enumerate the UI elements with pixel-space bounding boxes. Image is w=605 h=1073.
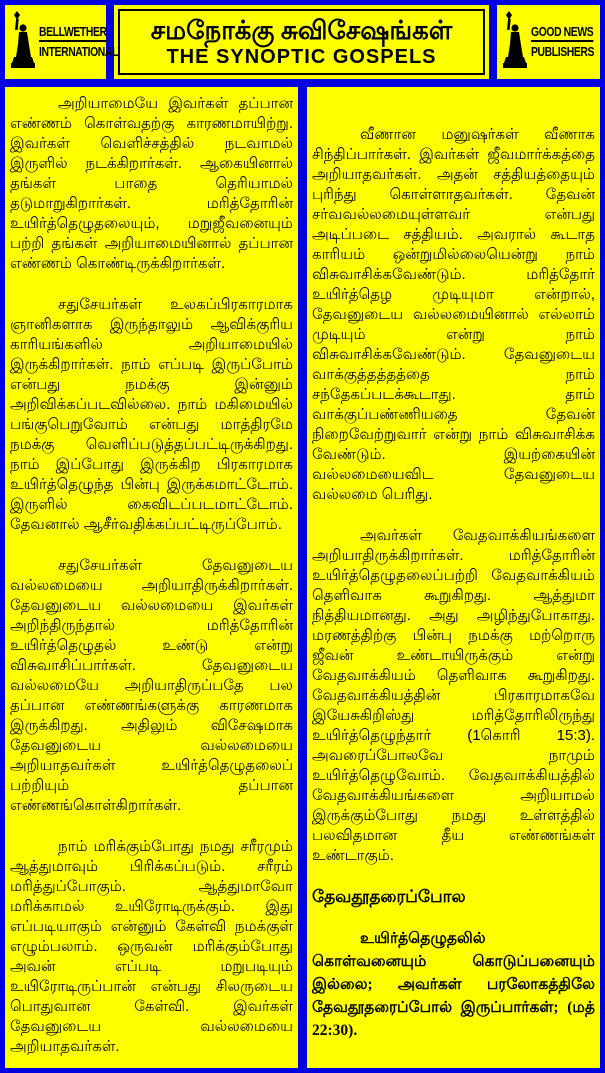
- right-column: [307, 87, 600, 1068]
- title-box: [114, 5, 489, 79]
- paragraph: அறியாமையே இவர்கள் தப்பான எண்ணம் கொள்வதற்கு காரணமாயிற்று. இவர்கள் வெளிச்சத்தில் நடவாமல் இருளில் நடக்கிறார்கள். ஆகையினால் தங்கள் பாதை தெரியாமல் தடுமாறுகிறார்கள். மரித்தோரின் உயிர்த்தெழுதலையும், மறுஜீவனையும் பற்றி தங்கள் அறியாமையினால் தப்பான எண்ணம் கொண்டிருக்கிறார்கள்.: [10, 95, 293, 272]
- page-title-english: THE SYNOPTIC GOSPELS: [166, 46, 437, 69]
- left-column: [5, 87, 298, 1068]
- title-frame: [118, 9, 485, 75]
- page-title-tamil: சமநோக்கு சுவிசேஷங்கள்: [150, 15, 453, 45]
- scripture-quote: உயிர்த்தெழுதலில் கொள்வனையும் கொடுப்பனையும் இல்லை; அவர்கள் பரலோகத்திலே தேவதூதரைப்போல் இருப்பார்கள்; (மத் 22:30).: [312, 930, 595, 1039]
- statue-of-liberty-icon: [10, 11, 36, 74]
- logo-line1: GOOD NEWS: [531, 24, 593, 42]
- good-news-publishers-logo: [497, 5, 600, 79]
- header: [5, 5, 600, 79]
- paragraph: அவர்கள் வேதவாக்கியங்களை அறியாதிருக்கிறார்கள். மரித்தோரின் உயிர்த்தெழுதலைப்பற்றி வேதவாக்கியம் தெளிவாக கூறுகிறது. ஆத்துமா நித்தியமானது. அது அழிந்துபோகாது. மரணத்திற்கு பின்பு நமக்கு மற்றொரு ஜீவன் உண்டாயிருக்கும் என்று வேதவாக்கியம் தெளிவாக கூறுகிறது. வேதவாக்கியத்தின் பிரகாரமாகவே இயேசுகிறிஸ்து மரித்தோரிலிருந்து உயிர்த்தெழுந்தார் (1கொரி 15:3). அவரைப்போலவே நாமும் உயிர்த்தெழுவோம். வேதவாக்கியத்தில் வேதவாக்கியங்களை அறியாமல் இருக்கும்போது நமது உள்ளத்தில் பலவிதமான தீய எண்ணங்கள் உண்டாகும்.: [312, 527, 595, 864]
- logo-line1: BELLWETHER: [39, 24, 107, 42]
- bellwether-logo: [5, 5, 118, 79]
- paragraph: சதுசேயர்கள் உலகப்பிரகாரமாக ஞானிகளாக இருந்தாலும் ஆவிக்குரிய காரியங்களில் அறியாமையில் இருக்கிறார்கள். நாம் எப்படி இருப்போம் என்பது நமக்கு இன்னும் அறிவிக்கப்படவில்லை. நாம் மகிமையில் பங்குபெறுவோம் என்பது மாத்திரமே நமக்கு வெளிப்படுத்தப்பட்டிருக்கிறது. நாம் இப்போது இருக்கிற பிரகாரமாக உயிர்த்தெழுந்த பின்பு இருக்கமாட்டோம். இருளில் கைவிடப்படமாட்டோம். தேவனால் ஆசீர்வதிக்கப்பட்டிருப்போம்.: [10, 296, 293, 533]
- logo-line2: INTERNATIONAL: [39, 44, 118, 59]
- section-heading: தேவதூதரைப்போல: [312, 887, 466, 906]
- good-news-logo-text: [531, 22, 594, 62]
- logo-line2: PUBLISHERS: [531, 44, 595, 59]
- paragraph: நாம் மரிக்கும்போது நமது சரீரமும் ஆத்துமாவும் பிரிக்கப்படும். சரீரம் மரித்துப்போகும். ஆத்துமாவோ மரிக்காமல் உயிரோடிருக்கும். இது எப்படியாகும் என்னும் கேள்வி நமக்குள் எழும்பலாம். ஒருவன் மரிக்கும்போது அவன் எப்படி மறுபடியும் உயிரோடிருப்பான் என்பது சிலருடைய பொதுவான கேள்வி. இவர்கள் தேவனுடைய வல்லமையை அறியாதவர்கள்.: [10, 838, 293, 1055]
- statue-of-liberty-icon: [502, 11, 528, 74]
- paragraph: வீணான மனுஷர்கள் வீணாக சிந்திப்பார்கள். இவர்கள் ஜீவமார்க்கத்தை அறியாதவர்கள். அதன் சத்தியத்தையும் புரிந்து கொள்ளாதவர்கள். தேவன் சர்வவல்லமையுள்ளவர் என்பது அடிப்படை சத்தியம். அவரால் கூடாத காரியம் ஒன்றுமில்லையென்று நாம் விசுவாசிக்கவேண்டும். மரித்தோர் உயிர்த்தெழ முடியுமா என்றால், தேவனுடைய வல்லமையினால் எல்லாம் முடியும் என்று நாம் விசுவாசிக்கவேண்டும். தேவனுடைய வாக்குத்தத்தத்தை நாம் சந்தேகப்படக்கூடாது. தாம் வாக்குப்பண்ணியதை தேவன் நிறைவேற்றுவார் என்று நாம் விசுவாசிக்க வேண்டும். இயற்கையின் வல்லமையைவிட தேவனுடைய வல்லமை பெரிது.: [312, 126, 595, 503]
- paragraph: சதுசேயர்கள் தேவனுடைய வல்லமையை அறியாதிருக்கிறார்கள். தேவனுடைய வல்லமையை இவர்கள் அறிந்திருந்தால் மரித்தோரின் உயிர்த்தெழுதல் உண்டு என்று விசுவாசிப்பார்கள். தேவனுடைய வல்லமையே அறியாதிருப்பதே பல தப்பான எண்ணங்களுக்கு காரணமாக இருக்கிறது. அதிலும் விசேஷமாக தேவனுடைய வல்லமையை அறியாதவர்கள் உயிர்த்தெழுதலைப் பற்றியும் தப்பான எண்ணங்கொள்கிறார்கள்.: [10, 557, 293, 814]
- bellwether-logo-text: [39, 22, 118, 62]
- body-columns: [5, 87, 600, 1068]
